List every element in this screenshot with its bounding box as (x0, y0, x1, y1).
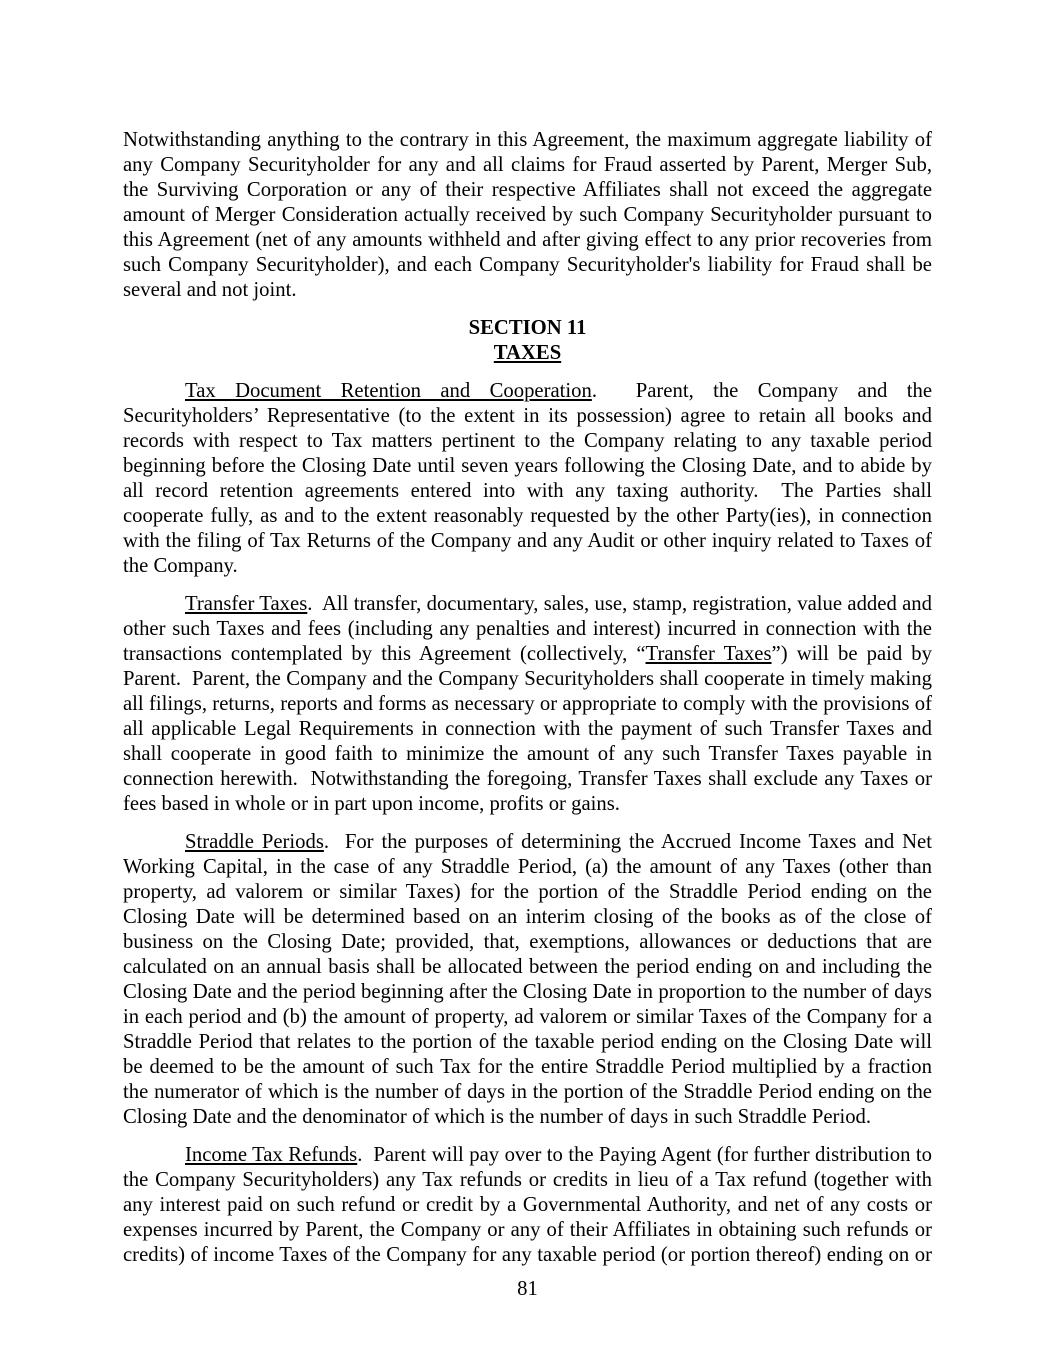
text-run: ”) will be paid by Parent. Parent, the Company and the Company Securityholders shall cooperate in timely making all filings, returns, reports and forms as necessary or appropriate to comply with the provisions of all applicable Legal Requirements in connection with the payment of such Transfer Taxes and shall cooperate in good faith to minimize the amount of any such Transfer Taxes payable in connection herewith. Notwithstanding the foregoing, Transfer Taxes shall exclude any Taxes or fees based in whole or in part upon income, profits or gains. (123, 643, 932, 815)
document-body (123, 128, 932, 1268)
underlined-term: Income Tax Refunds (185, 1144, 358, 1166)
text-run: . For the purposes of determining the Accrued Income Taxes and Net Working Capital, in the case of any Straddle Period, (a) the amount of any Taxes (other than property, ad valorem or similar Taxes) for the portion of the Straddle Period ending on the Closing Date will be determined based on an interim closing of the books as of the close of business on the Closing Date; provided, that, exemptions, allowances or deductions that are calculated on an annual basis shall be allocated between the period ending on and including the Closing Date and the period beginning after the Closing Date in proportion to the number of days in each period and (b) the amount of property, ad valorem or similar Taxes of the Company for a Straddle Period that relates to the portion of the taxable period ending on the Closing Date will be deemed to be the amount of such Tax for the entire Straddle Period multiplied by a fraction the numerator of which is the number of days in the portion of the Straddle Period ending on the Closing Date and the denominator of which is the number of days in such Straddle Period. (123, 831, 932, 1128)
text-run: . All transfer, documentary, sales, use, stamp, registration, value added and other such Taxes and fees (including any penalties and interest) incurred in connection with the transactions contemplated by this Agreement (collectively, “ (123, 593, 932, 665)
underlined-term: Straddle Periods (185, 831, 324, 853)
section-number: SECTION 11 (468, 317, 587, 339)
section-title: TAXES (493, 342, 562, 364)
text-run: . Parent will pay over to the Paying Agent (for further distribution to the Company Securityholders) any Tax refunds or credits in lieu of a Tax refund (together with any interest paid on such refund or credit by a Governmental Authority, and net of any costs or expenses incurred by Parent, the Company or any of their Affiliates in obtaining such refunds or credits) of income Taxes of the Company for any taxable period (or portion thereof) ending on or (123, 1144, 932, 1266)
underlined-term: Transfer Taxes (645, 643, 772, 665)
text-run: . Parent, the Company and the Securityholders’ Representative (to the extent in its possession) agree to retain all books and records with respect to Tax matters pertinent to the Company relating to any taxable period beginning before the Closing Date until seven years following the Closing Date, and to abide by all record retention agreements entered into with any taxing authority. The Parties shall cooperate fully, as and to the extent reasonably requested by the other Party(ies), in connection with the filing of Tax Returns of the Company and any Audit or other inquiry related to Taxes of the Company. (123, 380, 932, 577)
underlined-term: Tax Document Retention and Cooperation (185, 380, 592, 402)
page-number: 81 (517, 1278, 538, 1300)
text-run: Notwithstanding anything to the contrary in this Agreement, the maximum aggregate liability of any Company Securityholder for any and all claims for Fraud asserted by Parent, Merger Sub, the Surviving Corporation or any of their respective Affiliates shall not exceed the aggregate amount of Merger Consideration actually received by such Company Securityholder pursuant to this Agreement (net of any amounts withheld and after giving effect to any prior recoveries from such Company Securityholder), and each Company Securityholder's liability for Fraud shall be several and not joint. (123, 129, 932, 301)
paragraph (123, 128, 932, 303)
paragraph (123, 592, 932, 817)
paragraph (123, 830, 932, 1130)
section-heading (123, 316, 932, 366)
paragraph (123, 379, 932, 579)
underlined-term: Transfer Taxes (185, 593, 308, 615)
paragraph (123, 1143, 932, 1268)
